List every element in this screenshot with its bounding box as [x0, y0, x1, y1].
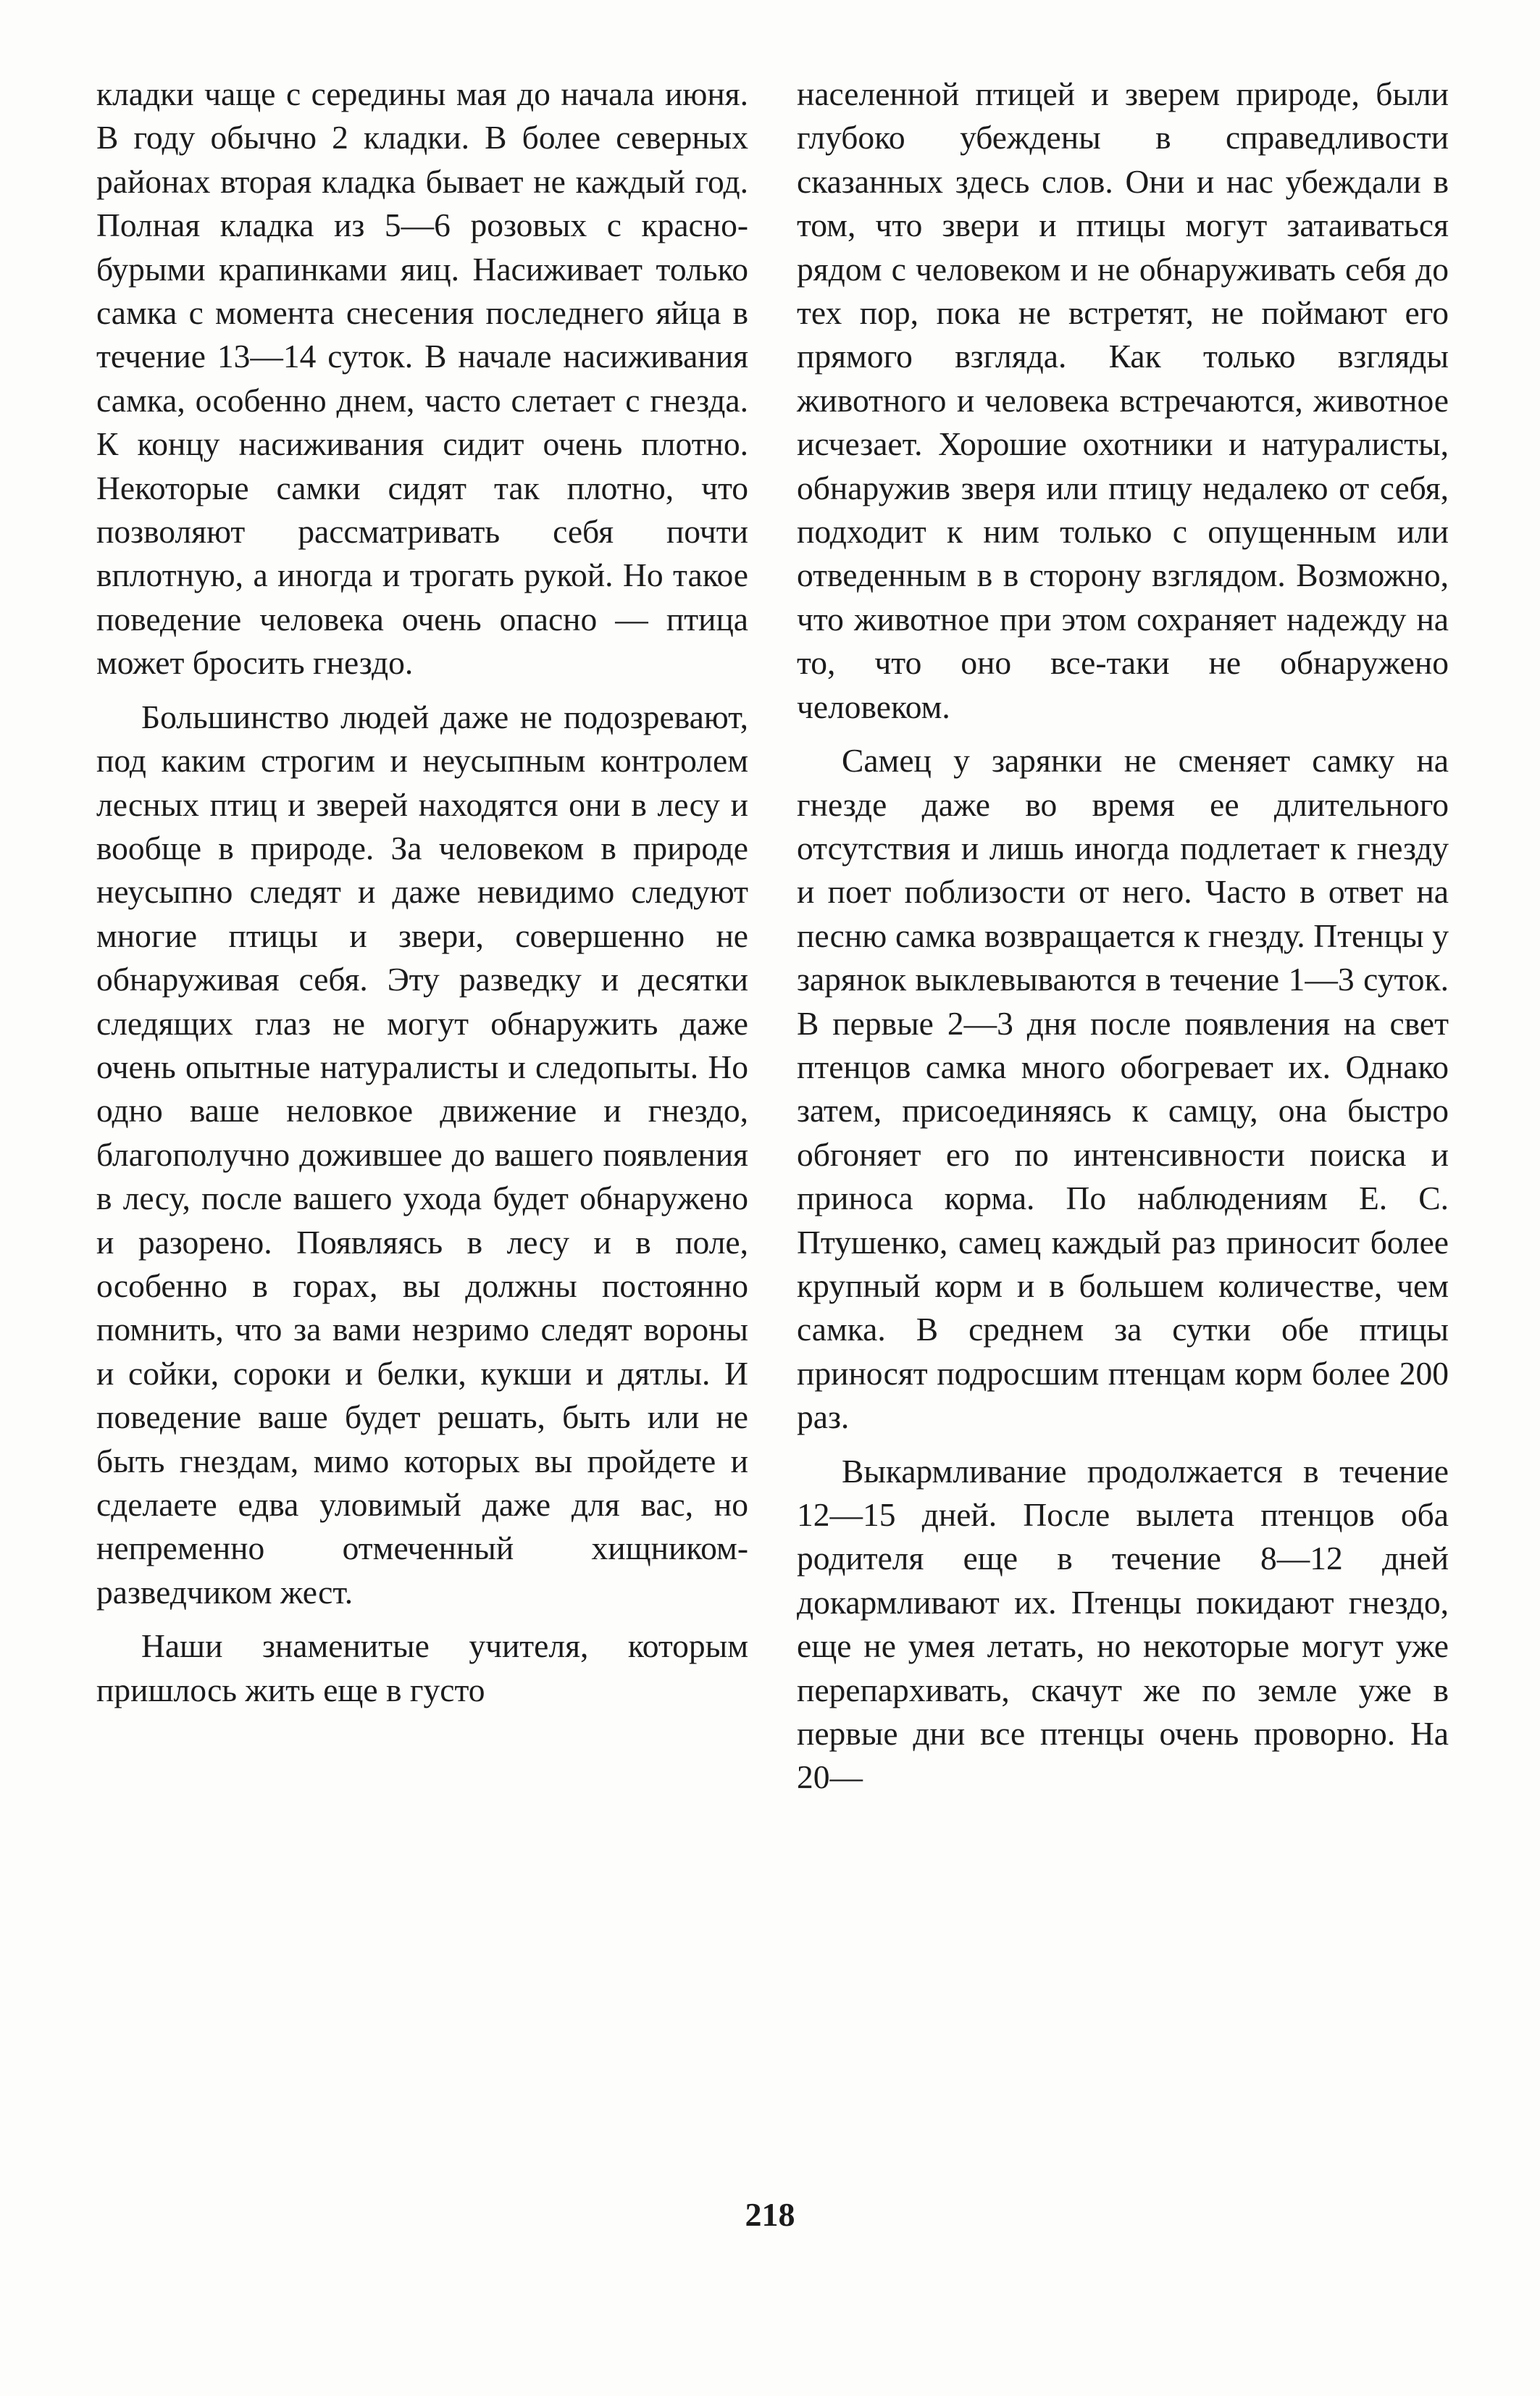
paragraph: Наши знаменитые учителя, которым пришлось жить еще в густо	[96, 1627, 748, 1708]
left-column	[96, 72, 748, 1722]
paragraph: Выкармливание продолжается в течение 12—15 дней. После вылета птенцов оба родителя еще в течение 8—12 дней докармливают их. Птенцы покидают гнездо, еще не умея летать, но некоторые могут уже перепархивать, скачут же по земле уже в первые дни все птенцы очень проворно. На 20—	[797, 1452, 1449, 1796]
right-column	[797, 72, 1449, 1810]
paragraph: Самец у зарянки не сменяет самку на гнезде даже во время ее длительного отсутствия и лишь иногда подлетает к гнезду и поет поблизости от него. Часто в ответ на песню самка возвращается к гнезду. Птенцы у зарянок выклевываются в течение 1—3 суток. В первые 2—3 дня после появления на свет птенцов самка много обогревает их. Однако затем, присоединяясь к самцу, она быстро обгоняет его по интенсивности поиска и приноса корма. По наблюдениям Е. С. Птушенко, самец каждый раз приносит более крупный корм и в большем количестве, чем самка. В среднем за сутки обе птицы приносят подросшим птенцам корм более 200 раз.	[797, 742, 1449, 1436]
paragraph-continued: кладки чаще с середины мая до начала июня. В году обычно 2 кладки. В более северных районах вторая кладка бывает не каждый год. Полная кладка из 5—6 розовых с красно-бурыми крапинками яиц. Насиживает только самка с момента снесения последнего яйца в течение 13—14 суток. В начале насиживания самка, особенно днем, часто слетает с гнезда. К концу насиживания сидит очень плотно. Некоторые самки сидят так плотно, что позволяют рассматривать себя почти вплотную, а иногда и трогать рукой. Но такое поведение человека очень опасно — птица может бросить гнездо.	[96, 75, 748, 682]
paragraph-continued: населенной птицей и зверем природе, были глубоко убеждены в справедливости сказанных здесь слов. Они и нас убеждали в том, что звери и птицы могут затаиваться рядом с человеком и не обнаруживать себя до тех пор, пока не встретят, не поймают его прямого взгляда. Как только взгляды животного и человека встречаются, животное исчезает. Хорошие охотники и натуралисты, обнаружив зверя или птицу недалеко от себя, подходит к ним только с опущенным или отведенным в в сторону взглядом. Возможно, что животное при этом сохраняет надежду на то, что оно все-таки не обнаружено человеком.	[797, 75, 1449, 725]
page-number: 218	[745, 2196, 795, 2233]
paragraph: Большинство людей даже не подозревают, под каким строгим и неусыпным контролем лесных птиц и зверей находятся они в лесу и вообще в природе. За человеком в природе неусыпно следят и даже невидимо следуют многие птицы и звери, совершенно не обнаруживая себя. Эту разведку и десятки следящих глаз не могут обнаружить даже очень опытные натуралисты и следопыты. Но одно ваше неловкое движение и гнездо, благополучно дожившее до вашего появления в лесу, после вашего ухода будет обнаружено и разорено. Появляясь в лесу и в поле, особенно в горах, вы должны постоянно помнить, что за вами незримо следят вороны и сойки, сороки и белки, кукши и дятлы. И поведение ваше будет решать, быть или не быть гнездам, мимо которых вы пройдете и сделаете едва уловимый даже для вас, но непременно отмеченный хищником-разведчиком жест.	[96, 698, 748, 1611]
